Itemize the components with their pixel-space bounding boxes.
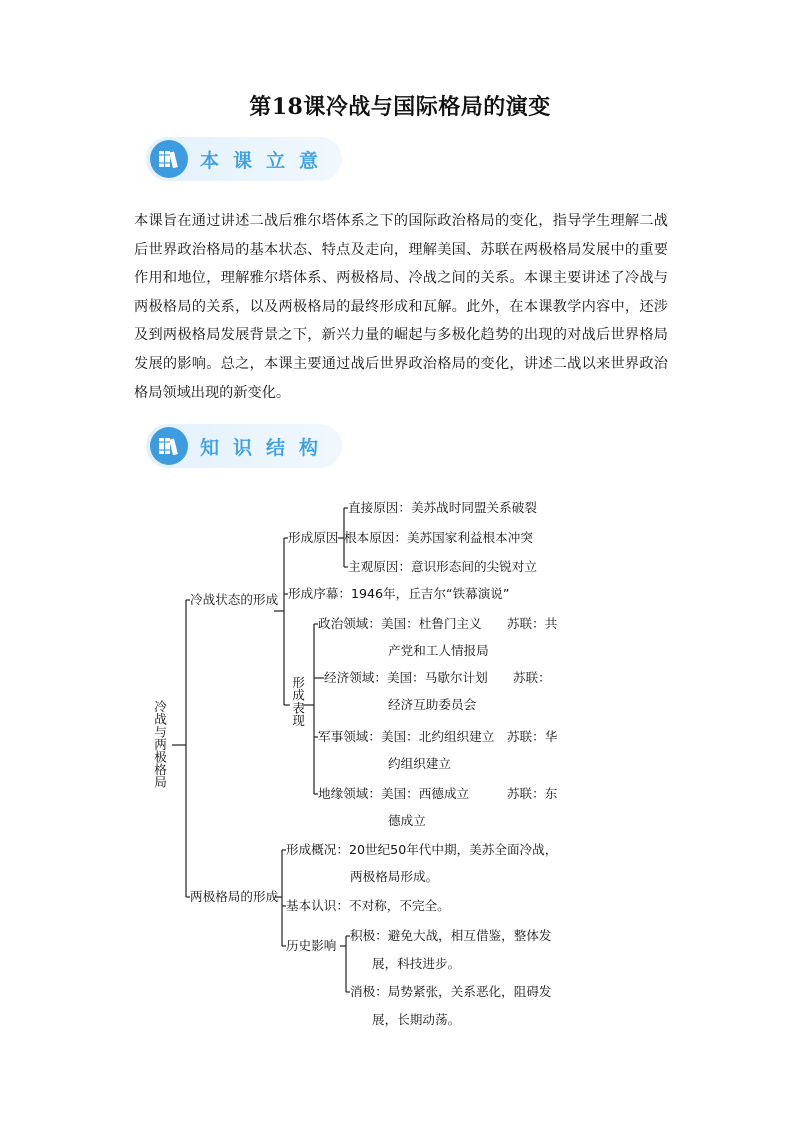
node-manifestations: 形成表现 <box>290 676 305 727</box>
branch-bipolar-formation: 两极格局的形成 <box>190 889 279 904</box>
node-military-field-cont: 约组织建立 <box>388 756 451 771</box>
node-negative-impact-cont: 展，长期动荡。 <box>372 1012 461 1027</box>
page-title: 第18课冷战与国际格局的演变 <box>249 94 551 120</box>
node-direct-reason: 直接原因：美苏战时同盟关系破裂 <box>348 500 537 515</box>
node-formation-overview-cont: 两极格局形成。 <box>350 869 439 884</box>
node-formation-overview: 形成概况：20世纪50年代中期，美苏全面冷战， <box>286 842 558 857</box>
node-negative-impact: 消极：局势紧张，关系恶化，阻碍发 <box>350 984 552 999</box>
node-political-field-cont: 产党和工人情报局 <box>388 643 489 658</box>
node-geopolitical-field: 地缘领域：美国：西德成立 苏联：东 <box>318 786 558 801</box>
branch-cold-war-formation: 冷战状态的形成 <box>190 592 279 607</box>
node-positive-impact-cont: 展，科技进步。 <box>372 956 461 971</box>
node-historical-impact: 历史影响 <box>286 938 337 953</box>
node-basic-understanding: 基本认识：不对称，不完全。 <box>286 898 450 913</box>
node-root-reason: 根本原因：美苏国家利益根本冲突 <box>344 530 533 545</box>
node-formation-reasons: 形成原因 <box>288 530 339 545</box>
section-label-intent: 本课立意 <box>200 150 333 172</box>
node-economic-field-cont: 经济互助委员会 <box>388 697 477 712</box>
node-geopolitical-field-cont: 德成立 <box>388 813 426 828</box>
node-prelude: 形成序幕：1946年，丘吉尔“铁幕演说” <box>288 586 510 601</box>
node-positive-impact: 积极：避免大战，相互借鉴，整体发 <box>350 928 552 943</box>
node-political-field: 政治领域：美国：杜鲁门主义 苏联：共 <box>318 616 558 631</box>
mindmap-root: 冷战与两极格局 <box>152 700 167 789</box>
node-economic-field: 经济领域：美国：马歇尔计划 苏联： <box>324 670 551 685</box>
intro-paragraph: 本课旨在通过讲述二战后雅尔塔体系之下的国际政治格局的变化，指导学生理解二战后世界政治格局的基本状态、特点及走向，理解美国、苏联在两极格局发展中的重要作用和地位，理解雅尔塔体系、两极格局、冷战之间的关系。本课主要讲述了冷战与两极格局的关系，以及两极格局的最终形成和瓦解。此外，在本课教学内容中，还涉及到两极格局发展背景之下，新兴力量的崛起与多极化趋势的出现的对战后世界格局发展的影响。总之，本课主要通过战后世界政治格局的变化，讲述二战以来世界政治格局领域出现的新变化。 <box>134 213 668 401</box>
section-label-structure: 知识结构 <box>200 437 333 459</box>
node-subjective-reason: 主观原因：意识形态间的尖锐对立 <box>348 559 537 574</box>
node-military-field: 军事领域：美国：北约组织建立 苏联：华 <box>318 729 558 744</box>
